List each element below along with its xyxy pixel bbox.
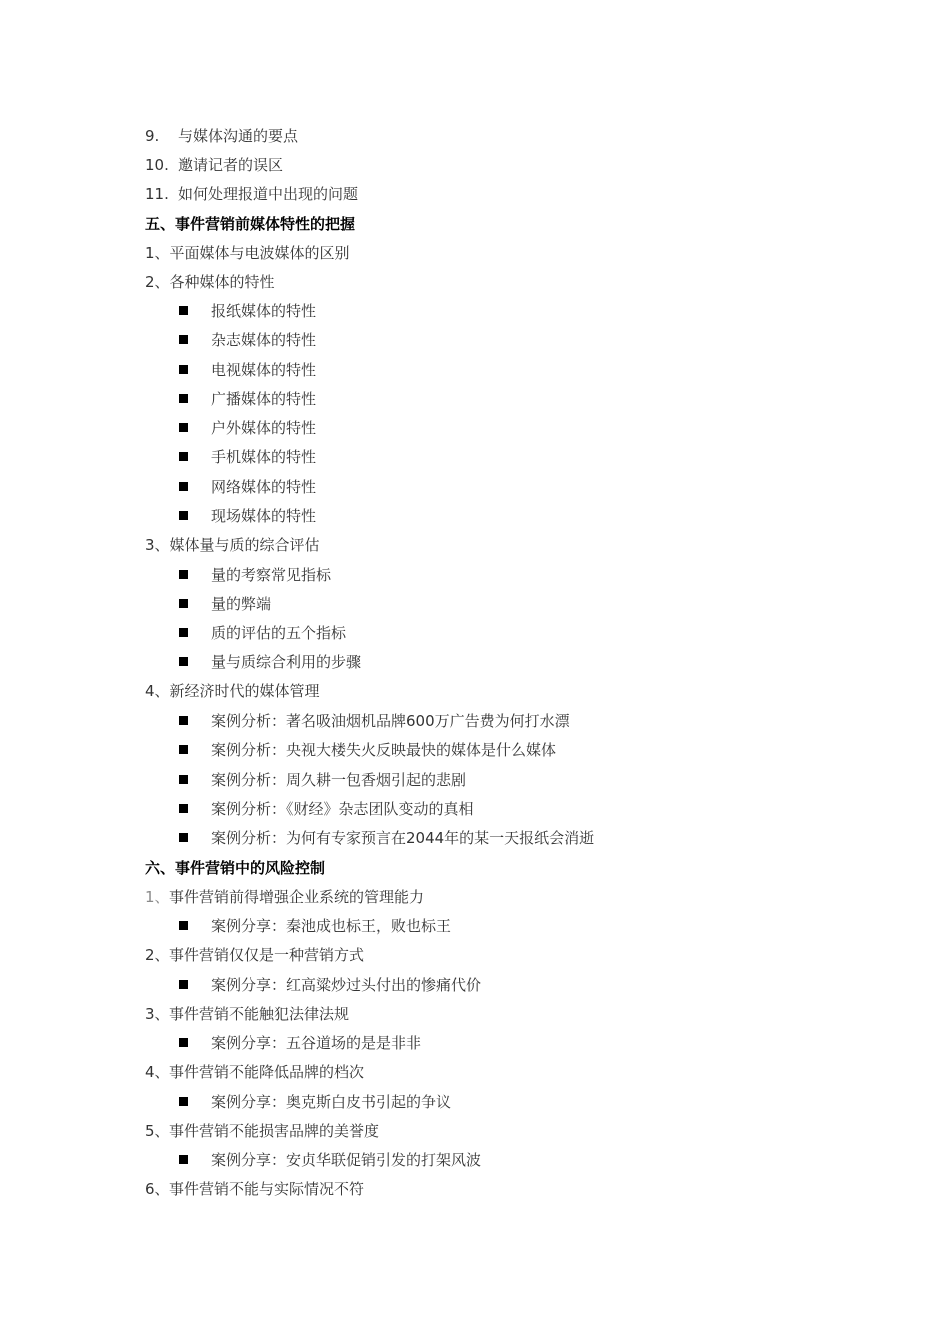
list-item-text: 与媒体沟通的要点 (178, 127, 299, 145)
square-bullet-icon (179, 657, 188, 666)
square-bullet-icon (179, 511, 188, 520)
subsection-label: 事件营销不能触犯法律法规 (169, 1005, 350, 1023)
subsection-number: 6、 (145, 1180, 170, 1198)
bullet-item: 电视媒体的特性 (211, 361, 317, 379)
square-bullet-icon (179, 599, 188, 608)
square-bullet-icon (179, 1097, 188, 1106)
square-bullet-icon (179, 716, 188, 725)
subsection-label: 事件营销不能损害品牌的美誉度 (169, 1122, 380, 1140)
bullet-item: 案例分享：奥克斯白皮书引起的争议 (211, 1093, 452, 1111)
subsection-label: 事件营销不能降低品牌的档次 (169, 1063, 365, 1081)
square-bullet-icon (179, 745, 188, 754)
subsection-number: 3、 (145, 1005, 170, 1023)
square-bullet-icon (179, 365, 188, 374)
bullet-item: 报纸媒体的特性 (211, 302, 317, 320)
bullet-item: 案例分享：五谷道场的是是非非 (211, 1034, 422, 1052)
bullet-item: 案例分析：周久耕一包香烟引起的悲剧 (211, 771, 467, 789)
square-bullet-icon (179, 628, 188, 637)
list-item-text: 如何处理报道中出现的问题 (178, 185, 359, 203)
square-bullet-icon (179, 482, 188, 491)
subsection-number: 4、 (145, 1063, 170, 1081)
list-number: 11. (145, 185, 169, 203)
subsection-label: 事件营销仅仅是一种营销方式 (169, 946, 365, 964)
list-number: 9. (145, 127, 160, 145)
bullet-item: 网络媒体的特性 (211, 478, 317, 496)
bullet-item: 案例分析：著名吸油烟机品牌600万广告费为何打水漂 (211, 712, 570, 730)
subsection-label: 4、新经济时代的媒体管理 (145, 682, 320, 700)
square-bullet-icon (179, 394, 188, 403)
section-heading: 五、事件营销前媒体特性的把握 (145, 215, 356, 233)
bullet-item: 手机媒体的特性 (211, 448, 317, 466)
square-bullet-icon (179, 423, 188, 432)
subsection-number: 1、 (145, 888, 170, 906)
bullet-item: 量的弊端 (211, 595, 272, 613)
square-bullet-icon (179, 335, 188, 344)
square-bullet-icon (179, 980, 188, 989)
bullet-item: 案例分析：央视大楼失火反映最快的媒体是什么媒体 (211, 741, 557, 759)
subsection-label: 1、平面媒体与电波媒体的区别 (145, 244, 350, 262)
bullet-item: 案例分享：安贞华联促销引发的打架风波 (211, 1151, 482, 1169)
square-bullet-icon (179, 804, 188, 813)
bullet-item: 户外媒体的特性 (211, 419, 317, 437)
list-item-text: 邀请记者的误区 (178, 156, 284, 174)
square-bullet-icon (179, 570, 188, 579)
bullet-item: 案例分析：为何有专家预言在2044年的某一天报纸会消逝 (211, 829, 595, 847)
bullet-item: 现场媒体的特性 (211, 507, 317, 525)
square-bullet-icon (179, 775, 188, 784)
subsection-number: 2、 (145, 946, 170, 964)
section-heading: 六、事件营销中的风险控制 (145, 859, 326, 877)
subsection-label: 事件营销前得增强企业系统的管理能力 (169, 888, 425, 906)
square-bullet-icon (179, 921, 188, 930)
subsection-label: 3、媒体量与质的综合评估 (145, 536, 320, 554)
bullet-item: 广播媒体的特性 (211, 390, 317, 408)
square-bullet-icon (179, 306, 188, 315)
square-bullet-icon (179, 1155, 188, 1164)
bullet-item: 案例分享：红高粱炒过头付出的惨痛代价 (211, 976, 482, 994)
bullet-item: 量与质综合利用的步骤 (211, 653, 362, 671)
bullet-item: 案例分享：秦池成也标王，败也标王 (211, 917, 452, 935)
subsection-label: 2、各种媒体的特性 (145, 273, 275, 291)
bullet-item: 杂志媒体的特性 (211, 331, 317, 349)
square-bullet-icon (179, 833, 188, 842)
square-bullet-icon (179, 1038, 188, 1047)
square-bullet-icon (179, 452, 188, 461)
bullet-item: 质的评估的五个指标 (211, 624, 347, 642)
subsection-number: 5、 (145, 1122, 170, 1140)
list-number: 10. (145, 156, 169, 174)
bullet-item: 量的考察常见指标 (211, 566, 332, 584)
bullet-item: 案例分析：《财经》杂志团队变动的真相 (211, 800, 474, 818)
subsection-label: 事件营销不能与实际情况不符 (169, 1180, 365, 1198)
